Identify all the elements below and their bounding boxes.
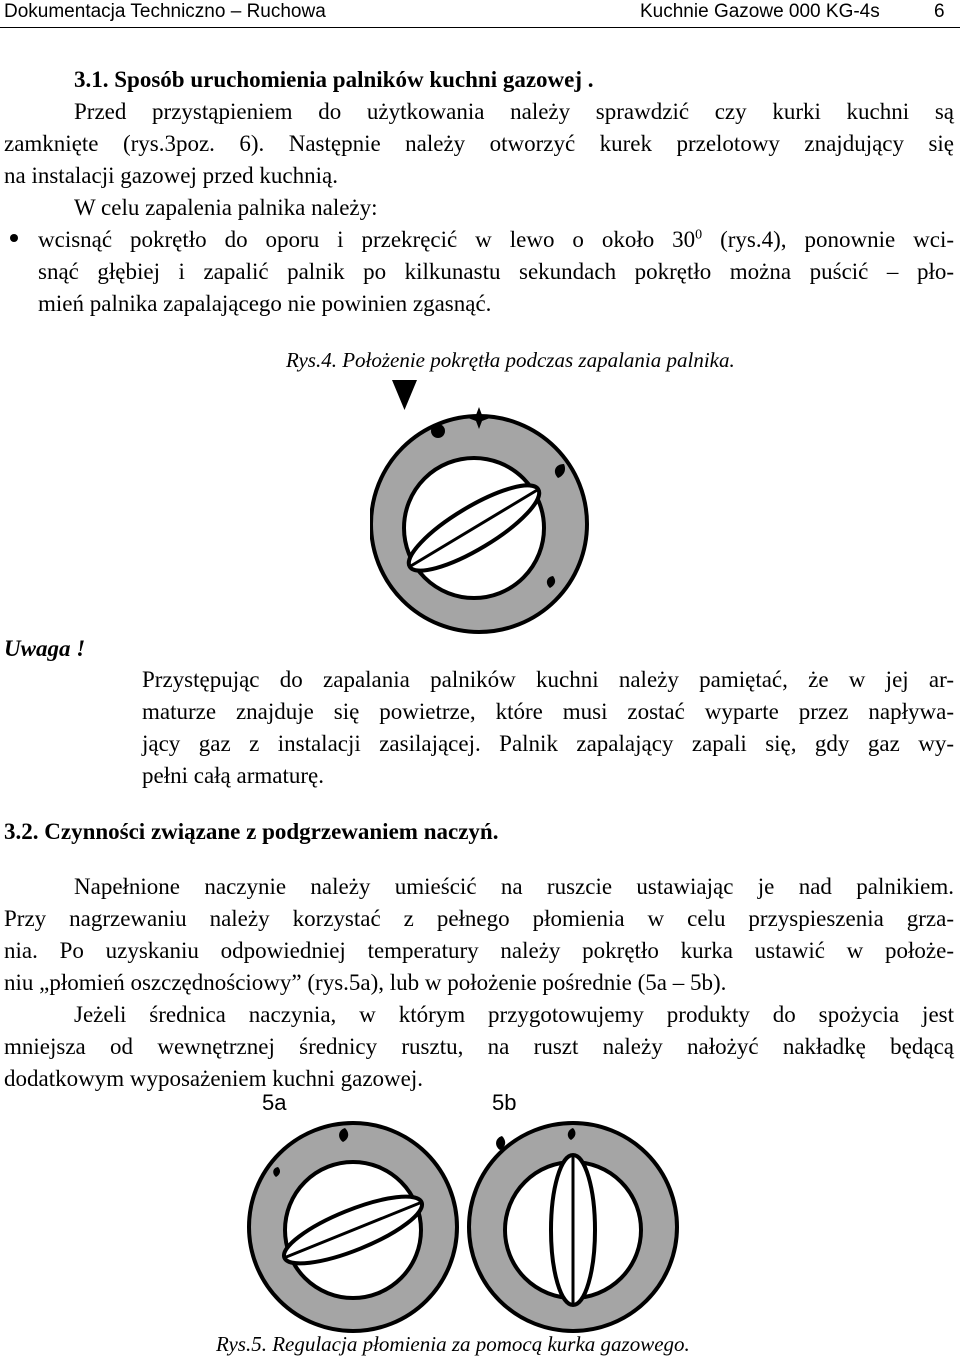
s2-p2-line2: mniejsza od wewnętrznej średnicy rusztu, na ruszt należy nałożyć nakładkę będącą [4,1034,954,1059]
dot-icon [431,424,445,438]
header-product: Kuchnie Gazowe 000 KG-4s [640,1,880,22]
s2-p2-line1: Jeżeli średnica naczynia, w którym przygotowujemy produkty do spożycia jest [74,1002,954,1027]
figure5-caption: Rys.5. Regulacja płomienia za pomocą kurka gazowego. [216,1332,690,1356]
figure5a-knob-diagram [244,1118,462,1336]
header-doc-title: Dokumentacja Techniczno – Ruchowa [4,1,326,22]
figure5a-label: 5a [262,1090,287,1115]
para1-line3: na instalacji gazowej przed kuchnią. [4,163,338,188]
note-label: Uwaga ! [4,636,86,661]
s2-p1-line2: Przy nagrzewaniu należy korzystać z pełnego płomienia w celu przyspieszenia grza- [4,906,954,931]
pointer-triangle-icon [392,380,417,410]
figure5b-knob-diagram [464,1118,682,1336]
knob-handle [551,1155,595,1305]
s2-p2-line3: dodatkowym wyposażeniem kuchni gazowej. [4,1066,423,1091]
para1-line1: Przed przystąpieniem do użytkowania należy sprawdzić czy kurki kuchni są [74,99,954,124]
note-line2: maturze znajduje się powietrze, które musi zostać wyparte przez napływa- [142,699,954,724]
section-heading-3-2: 3.2. Czynności związane z podgrzewaniem naczyń. [4,819,499,844]
figure4-knob-diagram [370,372,590,642]
bullet-dot [10,234,18,242]
bullet-line2: snąć głębiej i zapalić palnik po kilkunastu sekundach pokrętło można puścić – pło- [38,259,954,284]
s2-p1-line1: Napełnione naczynie należy umieścić na ruszcie ustawiając je nad palnikiem. [74,874,954,899]
header-rule [0,27,960,28]
note-line1: Przystępując do zapalania palników kuchni należy pamiętać, że w jej ar- [142,667,954,692]
s2-p1-line4: niu „płomień oszczędnościowy” (rys.5a), lub w położenie pośrednie (5a – 5b). [4,970,727,995]
para2-text: W celu zapalenia palnika należy: [74,195,378,220]
note-line3: jący gaz z instalacji zasilającej. Palnik zapalający zapali się, gdy gaz wy- [142,731,954,756]
para1-line2: zamknięte (rys.3poz. 6). Następnie należy otworzyć kurek przelotowy znajdujący się [4,131,954,156]
figure5b-label: 5b [492,1090,517,1115]
note-line4: pełni całą armaturę. [142,763,324,788]
bullet-line3: mień palnika zapalającego nie powinien zgasnąć. [38,291,492,316]
header-page-number: 6 [934,1,945,22]
figure4-caption: Rys.4. Położenie pokrętła podczas zapalania palnika. [286,348,735,372]
section-heading-3-1: 3.1. Sposób uruchomienia palników kuchni gazowej . [74,67,594,92]
s2-p1-line3: nia. Po uzyskaniu odpowiedniej temperatury należy pokrętło kurka ustawić w położe- [4,938,954,963]
bullet-line1: wcisnąć pokrętło do oporu i przekręcić w lewo o około $30^0$ (rys.4), ponownie wci- [38,227,954,252]
